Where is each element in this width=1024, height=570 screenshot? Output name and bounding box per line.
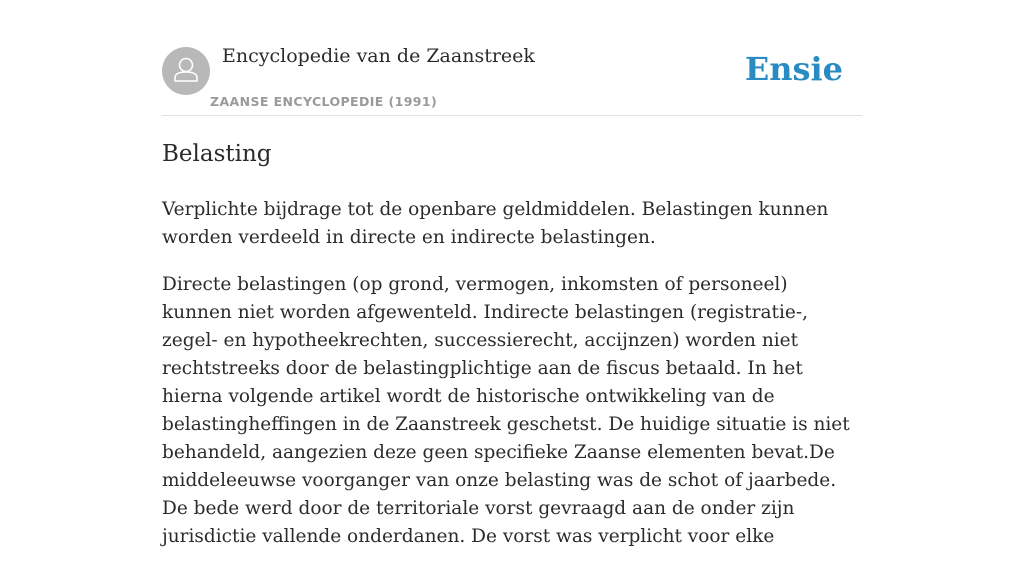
article-paragraph: Directe belastingen (op grond, vermogen, inkomsten of personeel) kunnen niet worden afgewenteld. Indirecte belastingen (registratie-, zegel- en hypotheekrechten, successierecht, accijnzen) worden niet rechtstreeks door de belastingplichtige aan de fiscus betaald. In het hierna volgende artikel wordt de historische ontwikkeling van de belastingheffingen in de Zaanstreek geschetst. De huidige situatie is niet behandeld, aangezien deze geen specifieke Zaanse elementen bevat.De middeleeuwse voorganger van onze belasting was de schot of jaarbede. De bede werd door de territoriale vorst gevraagd aan de onder zijn jurisdictie vallende onderdanen. De vorst was verplicht voor elke: [162, 274, 850, 547]
user-icon: [162, 47, 210, 95]
brand-logo[interactable]: Ensie: [744, 50, 843, 88]
article-title: Belasting: [162, 141, 272, 167]
article: [162, 138, 862, 570]
source-title[interactable]: Encyclopedie van de Zaanstreek: [222, 45, 535, 67]
source-header: [162, 0, 862, 116]
article-paragraph: Verplichte bijdrage tot de openbare geldmiddelen. Belastingen kunnen worden verdeeld in directe en indirecte belastingen.: [162, 199, 829, 248]
avatar[interactable]: [162, 47, 210, 95]
source-subtitle: ZAANSE ENCYCLOPEDIE (1991): [210, 94, 438, 109]
